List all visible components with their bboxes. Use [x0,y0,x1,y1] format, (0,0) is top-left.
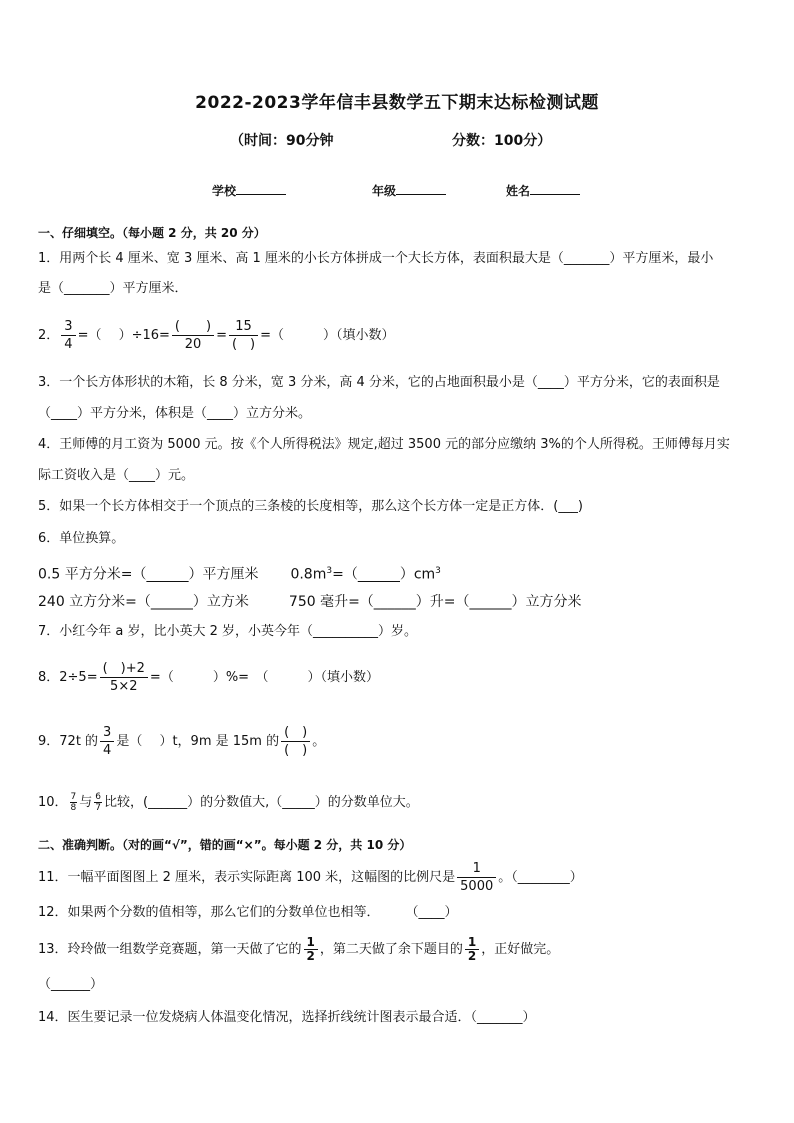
fraction: $\frac{( )}{( )}$ [281,724,310,759]
question-7: 7．小红今年 a 岁，比小英大 2 岁，小英今年（__________）岁。 [38,624,418,639]
fraction: $\frac{15}{( )}$ [229,318,258,353]
fraction: $\frac{3}{4}$ [100,724,114,759]
question-5: 5．如果一个长方体相交于一个顶点的三条棱的长度相等，那么这个长方体一定是正方体．(___) [38,499,583,514]
name-field: 姓名 [506,182,580,199]
fraction: $\frac{6}{7}$ [95,792,102,813]
question-3-line-1: 3．一个长方体形状的木箱，长 8 分米，宽 3 分米，高 4 分米，它的占地面积最小是（____）平方分米，它的表面积是 [38,375,720,390]
question-11: 11．一幅平面图图上 2 厘米，表示实际距离 100 米，这幅图的比例尺是 $\frac{1}{5000}$ 。（________） [38,861,583,894]
question-3-line-2: （____）平方分米，体积是（____）立方分米。 [38,406,312,421]
question-2: 2． $\frac{3}{4}$ =（ ）÷16= $\frac{( )}{20}$ = $\frac{15}{( )}$ =（ ）（填小数） [38,319,395,352]
question-8: 8．2÷5= $\frac{( )+2}{5\times 2}$ =（ ）%= （ ）（填小数） [38,661,380,694]
question-6-row-2: 240 立方分米=（______）立方米 750 毫升=（______）升=（______）立方分米 [38,594,582,610]
fraction: $\frac{7}{8}$ [70,792,77,813]
question-6: 6．单位换算。 [38,531,125,546]
question-10: 10． $\frac{7}{8}$ 与 $\frac{6}{7}$ 比较，(______）的分数值大,（_____）的分数单位大。 [38,792,419,813]
section-1-heading: 一、仔细填空。（每小题 2 分，共 20 分） [38,226,266,240]
question-1-line-2: 是（_______）平方厘米． [38,281,188,296]
exam-score: 分数：100分） [452,133,552,149]
fraction: $\frac{( )+2}{5\times 2}$ [100,660,148,695]
fraction: $\frac{( )}{20}$ [172,318,214,353]
question-6-row-1: 0.5 平方分米=（______）平方厘米 $0.8m^3=(\_\_\_\_\_\_)cm^3$ [38,566,441,583]
question-13: 13．玲玲做一组数学竞赛题，第一天做了它的 $\frac{1}{2}$ ，第二天做了余下题目的 $\frac{1}{2}$ ，正好做完。 [38,935,560,963]
section-2-heading: 二、准确判断。（对的画“√”，错的画“×”。每小题 2 分，共 10 分） [38,838,412,852]
exam-time: （时间：90分钟 [230,133,334,149]
question-4-line-1: 4．王师傅的月工资为 5000 元。按《个人所得税法》规定,超过 3500 元的部分应缴纳 3%的个人所得税。王师傅每月实 [38,437,730,452]
question-14: 14．医生要记录一位发烧病人体温变化情况，选择折线统计图表示最合适．（_______） [38,1010,536,1025]
fraction: $\frac{1}{2}$ [465,936,479,963]
fraction: $\frac{1}{2}$ [304,936,318,963]
page-title: 2022-2023学年信丰县数学五下期末达标检测试题 [195,93,599,113]
school-field: 学校 [212,182,286,199]
grade-field: 年级 [372,182,446,199]
question-4-line-2: 际工资收入是（____）元。 [38,468,195,483]
fraction: $\frac{3}{4}$ [61,318,75,353]
question-9: 9．72t 的 $\frac{3}{4}$ 是（ ）t，9m 是 15m 的 $\frac{( )}{( )}$ 。 [38,725,326,758]
fraction: $\frac{1}{5000}$ [457,860,496,895]
question-1-line-1: 1．用两个长 4 厘米、宽 3 厘米、高 1 厘米的小长方体拼成一个大长方体，表面积最大是（_______）平方厘米，最小 [38,251,714,266]
question-12: 12．如果两个分数的值相等，那么它们的分数单位也相等． （____） [38,905,458,920]
question-13-line-2: （______） [38,977,104,992]
